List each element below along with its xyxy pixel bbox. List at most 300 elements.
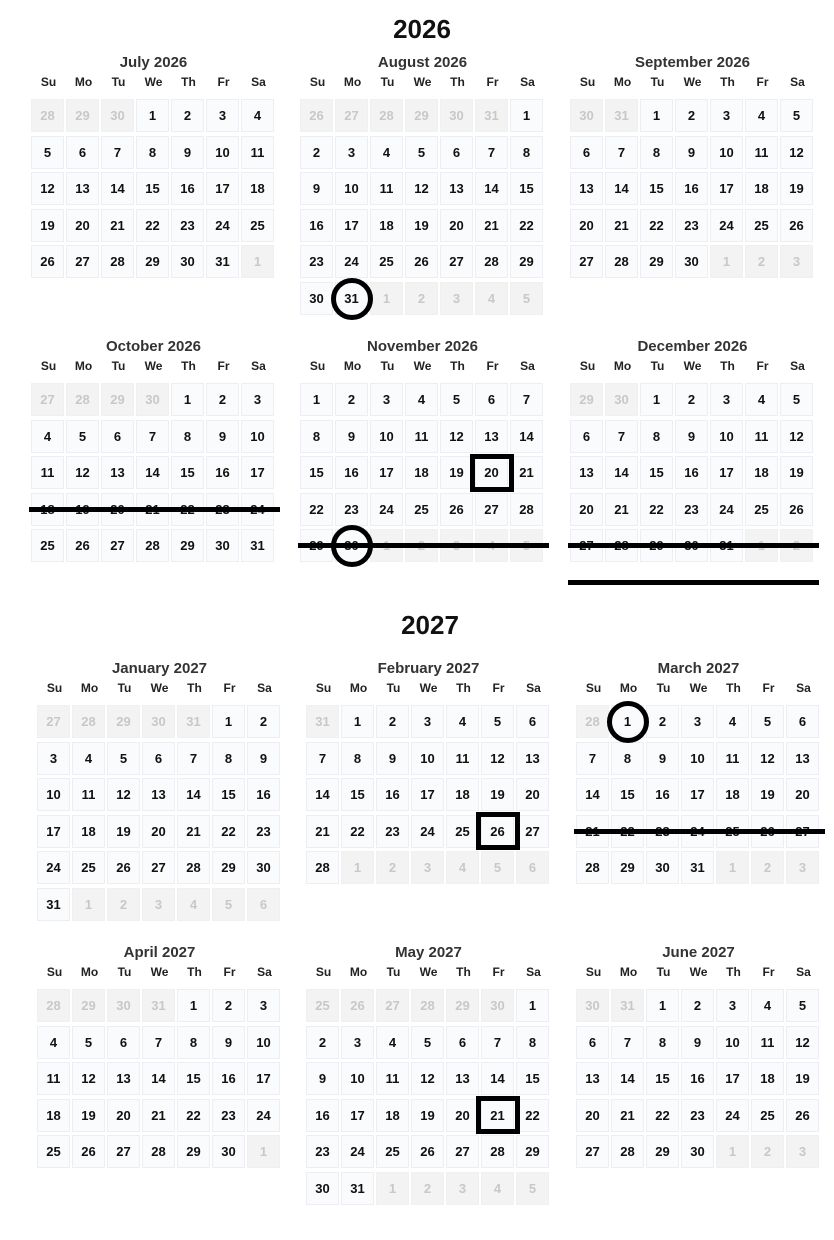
day-cell[interactable]: 27	[101, 529, 134, 562]
day-cell[interactable]: 19	[411, 1099, 444, 1132]
day-cell[interactable]: 26	[440, 493, 473, 526]
day-cell[interactable]: 28	[475, 245, 508, 278]
day-cell-outside[interactable]: 30	[107, 989, 140, 1022]
day-cell[interactable]: 13	[576, 1062, 609, 1095]
day-cell[interactable]: 12	[751, 742, 784, 775]
day-cell-outside[interactable]: 27	[376, 989, 409, 1022]
day-cell[interactable]: 31	[37, 888, 70, 921]
day-cell-outside[interactable]: 29	[570, 383, 603, 416]
day-cell-outside[interactable]: 2	[376, 851, 409, 884]
day-cell[interactable]: 24	[206, 209, 239, 242]
day-cell[interactable]: 27	[516, 815, 549, 848]
day-cell-outside[interactable]: 1	[370, 282, 403, 315]
day-cell[interactable]: 29	[516, 1135, 549, 1168]
day-cell[interactable]: 6	[570, 136, 603, 169]
day-cell[interactable]: 27	[576, 1135, 609, 1168]
day-cell[interactable]: 15	[300, 456, 333, 489]
day-cell[interactable]: 25	[376, 1135, 409, 1168]
day-cell-outside[interactable]: 29	[66, 99, 99, 132]
day-cell[interactable]: 27	[107, 1135, 140, 1168]
day-cell[interactable]: 1	[640, 383, 673, 416]
day-cell[interactable]: 28	[306, 851, 339, 884]
day-cell[interactable]: 19	[31, 209, 64, 242]
day-cell[interactable]: 27	[440, 245, 473, 278]
day-cell[interactable]: 31	[681, 851, 714, 884]
day-cell[interactable]: 31	[341, 1172, 374, 1205]
day-cell[interactable]: 11	[405, 420, 438, 453]
day-cell[interactable]: 13	[570, 172, 603, 205]
day-cell-outside[interactable]: 30	[605, 383, 638, 416]
day-cell[interactable]: 4	[37, 1026, 70, 1059]
day-cell[interactable]: 19	[780, 456, 813, 489]
day-cell[interactable]: 12	[786, 1026, 819, 1059]
day-cell[interactable]: 4	[716, 705, 749, 738]
day-cell[interactable]: 12	[481, 742, 514, 775]
day-cell[interactable]: 13	[475, 420, 508, 453]
day-cell[interactable]: 18	[72, 815, 105, 848]
day-cell[interactable]: 11	[72, 778, 105, 811]
day-cell[interactable]: 13	[107, 1062, 140, 1095]
day-cell[interactable]: 8	[300, 420, 333, 453]
day-cell[interactable]: 28	[576, 851, 609, 884]
day-cell-outside[interactable]: 4	[475, 282, 508, 315]
day-cell[interactable]: 8	[510, 136, 543, 169]
day-cell[interactable]: 13	[440, 172, 473, 205]
day-cell[interactable]: 16	[675, 456, 708, 489]
day-cell-outside[interactable]: 28	[370, 99, 403, 132]
day-cell[interactable]: 11	[751, 1026, 784, 1059]
day-cell[interactable]: 12	[107, 778, 140, 811]
day-cell[interactable]: 13	[786, 742, 819, 775]
day-cell[interactable]: 6	[576, 1026, 609, 1059]
day-cell[interactable]: 22	[212, 815, 245, 848]
day-cell[interactable]: 26	[780, 493, 813, 526]
day-cell[interactable]: 18	[37, 1099, 70, 1132]
day-cell[interactable]: 20	[516, 778, 549, 811]
day-cell[interactable]: 28	[611, 1135, 644, 1168]
day-cell-outside[interactable]: 30	[136, 383, 169, 416]
day-cell[interactable]: 23	[681, 1099, 714, 1132]
day-cell[interactable]: 12	[780, 136, 813, 169]
day-cell[interactable]: 30	[681, 1135, 714, 1168]
day-cell[interactable]: 19	[751, 778, 784, 811]
day-cell[interactable]: 3	[370, 383, 403, 416]
day-cell[interactable]: 22	[646, 1099, 679, 1132]
day-cell[interactable]: 6	[446, 1026, 479, 1059]
day-cell[interactable]: 8	[646, 1026, 679, 1059]
day-cell[interactable]: 10	[370, 420, 403, 453]
day-cell[interactable]: 22	[640, 209, 673, 242]
day-cell[interactable]: 27	[446, 1135, 479, 1168]
day-cell-outside[interactable]: 27	[335, 99, 368, 132]
day-cell-outside[interactable]: 29	[72, 989, 105, 1022]
day-cell[interactable]: 18	[446, 778, 479, 811]
day-cell[interactable]: 30	[206, 529, 239, 562]
day-cell-outside[interactable]: 31	[142, 989, 175, 1022]
day-cell[interactable]: 22	[341, 815, 374, 848]
day-cell[interactable]: 16	[212, 1062, 245, 1095]
day-cell[interactable]: 5	[786, 989, 819, 1022]
day-cell-outside[interactable]: 4	[481, 1172, 514, 1205]
day-cell[interactable]: 25	[241, 209, 274, 242]
day-cell[interactable]: 5	[440, 383, 473, 416]
day-cell[interactable]: 5	[405, 136, 438, 169]
day-cell[interactable]: 26	[780, 209, 813, 242]
day-cell[interactable]: 25	[745, 209, 778, 242]
day-cell[interactable]: 3	[710, 383, 743, 416]
day-cell[interactable]: 22	[136, 209, 169, 242]
day-cell[interactable]: 20	[142, 815, 175, 848]
day-cell[interactable]: 15	[510, 172, 543, 205]
day-cell-outside[interactable]: 2	[751, 851, 784, 884]
day-cell[interactable]: 6	[66, 136, 99, 169]
day-cell-outside[interactable]: 25	[306, 989, 339, 1022]
day-cell[interactable]: 14	[611, 1062, 644, 1095]
day-cell[interactable]: 24	[716, 1099, 749, 1132]
day-cell[interactable]: 12	[440, 420, 473, 453]
day-cell-outside[interactable]: 30	[440, 99, 473, 132]
day-cell[interactable]: 16	[306, 1099, 339, 1132]
day-cell[interactable]: 29	[177, 1135, 210, 1168]
day-cell[interactable]: 29	[136, 245, 169, 278]
day-cell[interactable]: 20	[570, 493, 603, 526]
day-cell[interactable]: 7	[605, 420, 638, 453]
day-cell[interactable]: 8	[611, 742, 644, 775]
day-cell[interactable]: 24	[710, 493, 743, 526]
day-cell[interactable]: 8	[516, 1026, 549, 1059]
day-cell[interactable]: 6	[516, 705, 549, 738]
day-cell[interactable]: 11	[31, 456, 64, 489]
day-cell[interactable]: 21	[306, 815, 339, 848]
day-cell[interactable]: 19	[107, 815, 140, 848]
day-cell[interactable]: 18	[751, 1062, 784, 1095]
day-cell[interactable]: 18	[376, 1099, 409, 1132]
day-cell[interactable]: 1	[510, 99, 543, 132]
day-cell[interactable]: 3	[206, 99, 239, 132]
day-cell[interactable]: 2	[335, 383, 368, 416]
day-cell[interactable]: 16	[171, 172, 204, 205]
day-cell[interactable]: 26	[405, 245, 438, 278]
day-cell[interactable]: 28	[481, 1135, 514, 1168]
day-cell[interactable]: 2	[247, 705, 280, 738]
day-cell[interactable]: 28	[101, 245, 134, 278]
day-cell[interactable]: 20	[446, 1099, 479, 1132]
day-cell[interactable]: 26	[31, 245, 64, 278]
day-cell[interactable]: 16	[675, 172, 708, 205]
day-cell[interactable]: 30	[646, 851, 679, 884]
day-cell[interactable]: 10	[335, 172, 368, 205]
day-cell-outside[interactable]: 30	[481, 989, 514, 1022]
day-cell[interactable]: 3	[247, 989, 280, 1022]
day-cell[interactable]: 3	[335, 136, 368, 169]
day-cell[interactable]: 30	[247, 851, 280, 884]
day-cell[interactable]: 18	[370, 209, 403, 242]
day-cell[interactable]: 28	[510, 493, 543, 526]
day-cell[interactable]: 2	[212, 989, 245, 1022]
day-cell[interactable]: 8	[640, 420, 673, 453]
day-cell[interactable]: 3	[241, 383, 274, 416]
day-cell-outside[interactable]: 3	[786, 851, 819, 884]
day-cell[interactable]: 24	[335, 245, 368, 278]
day-cell[interactable]: 14	[136, 456, 169, 489]
day-cell[interactable]: 4	[31, 420, 64, 453]
day-cell[interactable]: 19	[72, 1099, 105, 1132]
day-cell[interactable]: 8	[341, 742, 374, 775]
day-cell[interactable]: 24	[247, 1099, 280, 1132]
day-cell[interactable]: 19	[405, 209, 438, 242]
day-cell-outside[interactable]: 1	[376, 1172, 409, 1205]
day-cell[interactable]: 4	[370, 136, 403, 169]
day-cell[interactable]: 11	[376, 1062, 409, 1095]
day-cell[interactable]: 14	[510, 420, 543, 453]
day-cell[interactable]: 11	[241, 136, 274, 169]
day-cell[interactable]: 29	[171, 529, 204, 562]
day-cell-outside[interactable]: 1	[241, 245, 274, 278]
day-cell[interactable]: 25	[370, 245, 403, 278]
day-cell-outside[interactable]: 28	[72, 705, 105, 738]
day-cell-outside[interactable]: 1	[341, 851, 374, 884]
day-cell[interactable]: 6	[142, 742, 175, 775]
day-cell[interactable]: 26	[411, 1135, 444, 1168]
day-cell-outside[interactable]: 30	[101, 99, 134, 132]
day-cell[interactable]: 21	[605, 209, 638, 242]
day-cell[interactable]: 4	[446, 705, 479, 738]
day-cell[interactable]: 12	[31, 172, 64, 205]
day-cell[interactable]: 26	[66, 529, 99, 562]
day-cell[interactable]: 20	[570, 209, 603, 242]
day-cell[interactable]: 10	[710, 420, 743, 453]
day-cell[interactable]: 10	[710, 136, 743, 169]
day-cell[interactable]: 9	[206, 420, 239, 453]
day-cell[interactable]: 7	[136, 420, 169, 453]
day-cell[interactable]: 1	[640, 99, 673, 132]
day-cell[interactable]: 7	[481, 1026, 514, 1059]
day-cell[interactable]: 14	[605, 172, 638, 205]
day-cell[interactable]: 17	[335, 209, 368, 242]
day-cell[interactable]: 14	[101, 172, 134, 205]
day-cell[interactable]: 16	[646, 778, 679, 811]
day-cell[interactable]: 16	[335, 456, 368, 489]
day-cell[interactable]: 2	[376, 705, 409, 738]
day-cell[interactable]: 15	[212, 778, 245, 811]
day-cell[interactable]: 22	[177, 1099, 210, 1132]
day-cell-outside[interactable]: 5	[510, 282, 543, 315]
day-cell[interactable]: 9	[212, 1026, 245, 1059]
day-cell[interactable]: 20	[107, 1099, 140, 1132]
day-cell[interactable]: 6	[570, 420, 603, 453]
day-cell[interactable]: 13	[570, 456, 603, 489]
day-cell[interactable]: 30	[306, 1172, 339, 1205]
day-cell[interactable]: 2	[171, 99, 204, 132]
day-cell[interactable]: 15	[611, 778, 644, 811]
day-cell[interactable]: 23	[171, 209, 204, 242]
day-cell[interactable]: 25	[751, 1099, 784, 1132]
day-cell-outside[interactable]: 30	[576, 989, 609, 1022]
day-cell[interactable]: 8	[171, 420, 204, 453]
day-cell-outside[interactable]: 2	[107, 888, 140, 921]
day-cell[interactable]: 24	[370, 493, 403, 526]
day-cell[interactable]: 2	[675, 99, 708, 132]
day-cell[interactable]: 1	[611, 705, 644, 738]
day-cell[interactable]: 1	[212, 705, 245, 738]
day-cell-outside[interactable]: 5	[212, 888, 245, 921]
day-cell[interactable]: 17	[411, 778, 444, 811]
day-cell[interactable]: 22	[510, 209, 543, 242]
day-cell[interactable]: 12	[66, 456, 99, 489]
day-cell-outside[interactable]: 27	[31, 383, 64, 416]
day-cell[interactable]: 17	[37, 815, 70, 848]
day-cell[interactable]: 2	[675, 383, 708, 416]
day-cell[interactable]: 7	[101, 136, 134, 169]
day-cell[interactable]: 14	[576, 778, 609, 811]
day-cell[interactable]: 1	[171, 383, 204, 416]
day-cell[interactable]: 18	[745, 456, 778, 489]
day-cell[interactable]: 21	[101, 209, 134, 242]
day-cell-outside[interactable]: 3	[142, 888, 175, 921]
day-cell-outside[interactable]: 27	[37, 705, 70, 738]
day-cell[interactable]: 1	[516, 989, 549, 1022]
day-cell[interactable]: 10	[681, 742, 714, 775]
day-cell[interactable]: 2	[681, 989, 714, 1022]
day-cell-outside[interactable]: 26	[341, 989, 374, 1022]
day-cell[interactable]: 9	[675, 136, 708, 169]
day-cell[interactable]: 30	[212, 1135, 245, 1168]
day-cell[interactable]: 4	[241, 99, 274, 132]
day-cell[interactable]: 12	[72, 1062, 105, 1095]
day-cell[interactable]: 18	[745, 172, 778, 205]
day-cell[interactable]: 10	[37, 778, 70, 811]
day-cell[interactable]: 4	[405, 383, 438, 416]
day-cell[interactable]: 9	[675, 420, 708, 453]
day-cell[interactable]: 28	[605, 245, 638, 278]
day-cell-outside[interactable]: 28	[411, 989, 444, 1022]
day-cell[interactable]: 27	[142, 851, 175, 884]
day-cell[interactable]: 11	[745, 136, 778, 169]
day-cell[interactable]: 23	[247, 815, 280, 848]
day-cell[interactable]: 21	[481, 1099, 514, 1132]
day-cell[interactable]: 5	[107, 742, 140, 775]
day-cell[interactable]: 19	[440, 456, 473, 489]
day-cell[interactable]: 1	[646, 989, 679, 1022]
day-cell[interactable]: 31	[241, 529, 274, 562]
day-cell[interactable]: 15	[640, 456, 673, 489]
day-cell[interactable]: 20	[66, 209, 99, 242]
day-cell[interactable]: 25	[446, 815, 479, 848]
day-cell[interactable]: 15	[136, 172, 169, 205]
day-cell[interactable]: 5	[411, 1026, 444, 1059]
day-cell[interactable]: 3	[716, 989, 749, 1022]
day-cell[interactable]: 23	[675, 493, 708, 526]
day-cell[interactable]: 21	[611, 1099, 644, 1132]
day-cell[interactable]: 17	[716, 1062, 749, 1095]
day-cell[interactable]: 17	[710, 456, 743, 489]
day-cell[interactable]: 26	[72, 1135, 105, 1168]
day-cell[interactable]: 17	[247, 1062, 280, 1095]
day-cell[interactable]: 28	[142, 1135, 175, 1168]
day-cell[interactable]: 7	[605, 136, 638, 169]
day-cell[interactable]: 7	[510, 383, 543, 416]
day-cell[interactable]: 9	[247, 742, 280, 775]
day-cell[interactable]: 1	[300, 383, 333, 416]
day-cell[interactable]: 26	[107, 851, 140, 884]
day-cell-outside[interactable]: 3	[446, 1172, 479, 1205]
day-cell[interactable]: 16	[376, 778, 409, 811]
day-cell-outside[interactable]: 1	[716, 851, 749, 884]
day-cell[interactable]: 9	[681, 1026, 714, 1059]
day-cell-outside[interactable]: 2	[405, 282, 438, 315]
day-cell[interactable]: 5	[751, 705, 784, 738]
day-cell-outside[interactable]: 29	[107, 705, 140, 738]
day-cell[interactable]: 5	[72, 1026, 105, 1059]
day-cell-outside[interactable]: 3	[786, 1135, 819, 1168]
day-cell[interactable]: 21	[475, 209, 508, 242]
day-cell[interactable]: 29	[646, 1135, 679, 1168]
day-cell[interactable]: 16	[681, 1062, 714, 1095]
day-cell[interactable]: 29	[212, 851, 245, 884]
day-cell[interactable]: 20	[475, 456, 508, 489]
day-cell[interactable]: 18	[241, 172, 274, 205]
day-cell[interactable]: 25	[37, 1135, 70, 1168]
day-cell[interactable]: 20	[786, 778, 819, 811]
day-cell[interactable]: 9	[646, 742, 679, 775]
day-cell-outside[interactable]: 2	[411, 1172, 444, 1205]
day-cell[interactable]: 5	[780, 99, 813, 132]
day-cell-outside[interactable]: 31	[306, 705, 339, 738]
day-cell[interactable]: 25	[31, 529, 64, 562]
day-cell[interactable]: 6	[786, 705, 819, 738]
day-cell-outside[interactable]: 5	[516, 1172, 549, 1205]
day-cell[interactable]: 1	[177, 989, 210, 1022]
day-cell-outside[interactable]: 2	[751, 1135, 784, 1168]
day-cell[interactable]: 8	[212, 742, 245, 775]
day-cell[interactable]: 14	[481, 1062, 514, 1095]
day-cell[interactable]: 2	[206, 383, 239, 416]
day-cell[interactable]: 19	[786, 1062, 819, 1095]
day-cell[interactable]: 20	[440, 209, 473, 242]
day-cell[interactable]: 17	[206, 172, 239, 205]
day-cell-outside[interactable]: 4	[177, 888, 210, 921]
day-cell[interactable]: 29	[510, 245, 543, 278]
day-cell[interactable]: 7	[142, 1026, 175, 1059]
day-cell[interactable]: 9	[335, 420, 368, 453]
day-cell[interactable]: 7	[177, 742, 210, 775]
day-cell[interactable]: 30	[171, 245, 204, 278]
day-cell[interactable]: 29	[611, 851, 644, 884]
day-cell[interactable]: 17	[681, 778, 714, 811]
day-cell[interactable]: 5	[66, 420, 99, 453]
day-cell[interactable]: 6	[475, 383, 508, 416]
day-cell[interactable]: 8	[640, 136, 673, 169]
day-cell[interactable]: 5	[481, 705, 514, 738]
day-cell-outside[interactable]: 30	[570, 99, 603, 132]
day-cell-outside[interactable]: 1	[247, 1135, 280, 1168]
day-cell[interactable]: 7	[475, 136, 508, 169]
day-cell-outside[interactable]: 26	[300, 99, 333, 132]
day-cell[interactable]: 5	[780, 383, 813, 416]
day-cell[interactable]: 26	[481, 815, 514, 848]
day-cell[interactable]: 4	[72, 742, 105, 775]
day-cell[interactable]: 31	[206, 245, 239, 278]
day-cell-outside[interactable]: 2	[745, 245, 778, 278]
day-cell[interactable]: 1	[136, 99, 169, 132]
day-cell[interactable]: 25	[405, 493, 438, 526]
day-cell[interactable]: 7	[611, 1026, 644, 1059]
day-cell[interactable]: 12	[780, 420, 813, 453]
day-cell[interactable]: 3	[411, 705, 444, 738]
day-cell[interactable]: 24	[341, 1135, 374, 1168]
day-cell[interactable]: 13	[142, 778, 175, 811]
day-cell[interactable]: 15	[171, 456, 204, 489]
